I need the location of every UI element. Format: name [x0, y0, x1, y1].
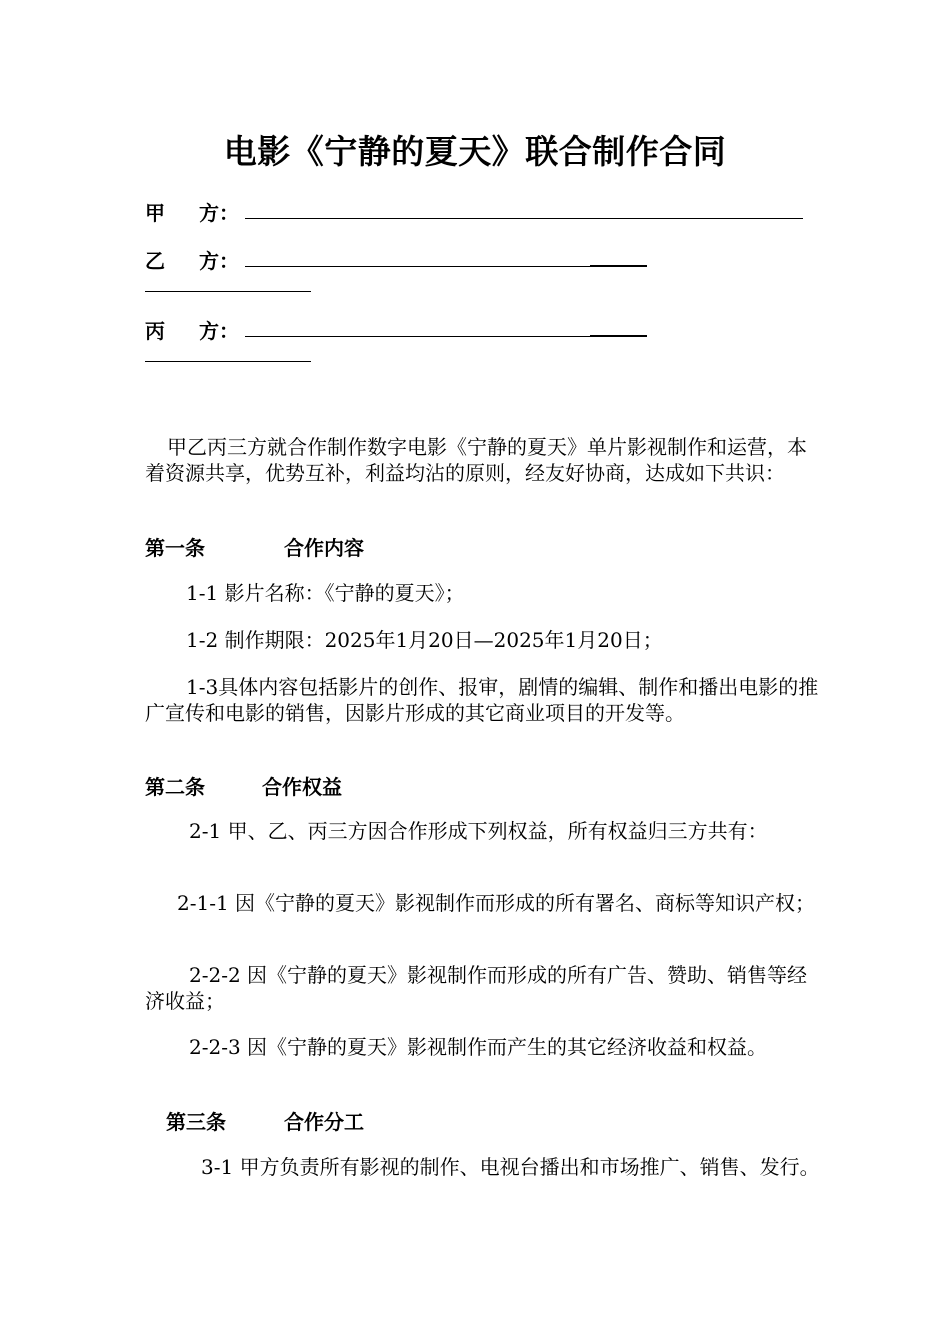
party-a-blank-line[interactable] [245, 218, 803, 219]
article-2-number: 第二条 [145, 775, 205, 799]
party-a-suffix: 方： [199, 201, 239, 225]
party-a-row [145, 197, 245, 226]
party-b-blank-line[interactable] [245, 266, 590, 267]
clause-3-1: 3-1 甲方负责所有影视的制作、电视台播出和市场推广、销售、发行。 [201, 1155, 820, 1179]
intro-paragraph: 甲乙丙三方就合作制作数字电影《宁静的夏天》单片影视制作和运营，本着资源共享，优势互补，利益均沾的原则，经友好协商，达成如下共识： [145, 435, 807, 485]
clause-1-1: 1-1 影片名称：《宁静的夏天》； [186, 581, 465, 605]
party-b-blank-line-2[interactable] [145, 291, 311, 292]
clause-2-2-3: 2-2-3 因《宁静的夏天》影视制作而产生的其它经济收益和权益。 [189, 1035, 768, 1059]
clause-2-1-1: 2-1-1 因《宁静的夏天》影视制作而形成的所有署名、商标等知识产权； [177, 891, 816, 915]
article-3-number: 第三条 [166, 1110, 226, 1134]
party-b-label: 乙 [145, 249, 165, 273]
clause-2-1: 2-1 甲、乙、丙三方因合作形成下列权益，所有权益归三方共有： [189, 819, 768, 843]
article-1-title: 合作内容 [284, 536, 364, 560]
clause-1-2: 1-2 制作期限：2025年1月20日—2025年1月20日； [186, 628, 663, 652]
party-a-label: 甲 [145, 201, 165, 225]
article-3-heading [166, 1106, 364, 1135]
document-title: 电影《宁静的夏天》联合制作合同 [223, 132, 727, 171]
article-1-number: 第一条 [145, 536, 205, 560]
article-1-heading [145, 532, 364, 561]
article-2-heading [145, 771, 342, 800]
party-c-blank-line-end [590, 335, 647, 337]
party-c-label: 丙 [145, 319, 165, 343]
party-b-row [145, 245, 245, 274]
party-b-blank-line-end [590, 265, 647, 267]
party-c-suffix: 方： [199, 319, 239, 343]
article-2-title: 合作权益 [262, 775, 342, 799]
party-c-blank-line-2[interactable] [145, 361, 311, 362]
clause-2-2-2: 2-2-2 因《宁静的夏天》影视制作而形成的所有广告、赞助、销售等经济收益； [145, 963, 808, 1013]
party-b-suffix: 方： [199, 249, 239, 273]
article-3-title: 合作分工 [284, 1110, 364, 1134]
party-c-row [145, 315, 245, 344]
party-c-blank-line[interactable] [245, 336, 590, 337]
clause-1-3: 1-3具体内容包括影片的创作、报审，剧情的编辑、制作和播出电影的推广宣传和电影的销售，因影片形成的其它商业项目的开发等。 [145, 675, 819, 725]
